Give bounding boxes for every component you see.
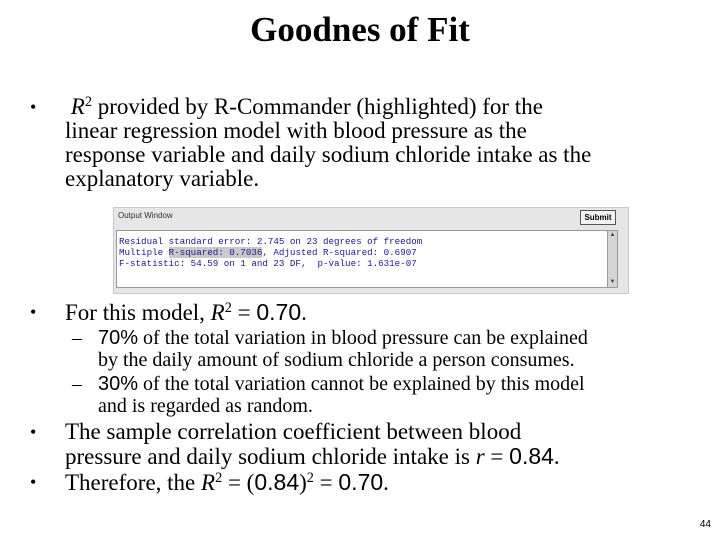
subbullet-line bbox=[98, 373, 585, 395]
bullet-text: . bbox=[301, 300, 307, 325]
exponent: 2 bbox=[84, 94, 92, 111]
rcmdr-output-window bbox=[113, 207, 629, 294]
bullet-text: . bbox=[553, 444, 560, 469]
r-symbol: R bbox=[201, 470, 216, 495]
submit-button[interactable]: Submit bbox=[580, 210, 616, 225]
subbullet-line: by the daily amount of sodium chloride a person consumes. bbox=[98, 349, 575, 371]
bullet-line: linear regression model with blood pressure as the bbox=[65, 118, 527, 143]
subbullet-line bbox=[98, 327, 588, 349]
output-text: , Adjusted R-squared: 0.6907 bbox=[262, 247, 417, 258]
vertical-scrollbar[interactable] bbox=[607, 231, 617, 287]
bullet-marker: • bbox=[30, 302, 37, 322]
bullet-text: = bbox=[484, 444, 510, 469]
bullet-text: For this model, bbox=[65, 300, 211, 325]
bullet-line: response variable and daily sodium chloride intake as the bbox=[65, 142, 592, 167]
bullet-marker: • bbox=[30, 472, 37, 492]
bullet-text: ) bbox=[299, 470, 307, 495]
subbullet-text: of the total variation cannot be explained by this model bbox=[138, 373, 585, 395]
subbullet-marker: – bbox=[72, 373, 82, 395]
bullet-text: Therefore, the bbox=[65, 470, 202, 495]
r-symbol: R bbox=[70, 94, 85, 119]
bullet-text: provided by R-Commander (highlighted) for the bbox=[91, 94, 543, 119]
bullet-text: = bbox=[231, 300, 257, 325]
output-line: Residual standard error: 2.745 on 23 degrees of freedom bbox=[119, 236, 423, 247]
r-squared-highlight: R-squared: 0.7036 bbox=[168, 247, 263, 258]
r2-value: 0.70 bbox=[338, 469, 384, 495]
bullet-text: . bbox=[383, 470, 389, 495]
output-line: F-statistic: 54.59 on 1 and 23 DF, p-value: 1.631e-07 bbox=[119, 258, 417, 269]
bullet-text: = ( bbox=[222, 470, 255, 495]
exponent: 2 bbox=[224, 300, 232, 317]
scroll-up-icon[interactable]: ▲ bbox=[609, 232, 616, 238]
subbullet-line: and is regarded as random. bbox=[98, 395, 313, 417]
r2-value: 0.70 bbox=[256, 299, 302, 325]
bullet-line bbox=[65, 95, 591, 119]
bullet-text: pressure and daily sodium chloride intake is bbox=[65, 444, 476, 469]
bullet-line: explanatory variable. bbox=[65, 166, 260, 191]
page-number: 44 bbox=[699, 519, 711, 530]
r-symbol: R bbox=[210, 300, 225, 325]
bullet-marker: • bbox=[30, 422, 37, 442]
output-text: Multiple bbox=[119, 247, 169, 258]
exponent: 2 bbox=[306, 470, 314, 487]
r-symbol: r bbox=[475, 444, 485, 469]
scroll-down-icon[interactable]: ▼ bbox=[609, 279, 616, 285]
bullet-text: = bbox=[313, 470, 339, 495]
correlation-value: 0.84 bbox=[254, 469, 300, 495]
percent-value: 70% bbox=[98, 327, 139, 349]
percent-value: 30% bbox=[98, 373, 139, 395]
slide-title: Goodnes of Fit bbox=[250, 10, 470, 49]
bullet-line: The sample correlation coefficient between blood bbox=[65, 419, 522, 444]
subbullet-text: of the total variation in blood pressure can be explained bbox=[138, 327, 588, 349]
subbullet-marker: – bbox=[72, 327, 82, 349]
output-text-area[interactable] bbox=[116, 230, 618, 288]
bullet-line bbox=[65, 444, 560, 469]
exponent: 2 bbox=[215, 470, 223, 487]
bullet-marker: • bbox=[30, 97, 37, 117]
output-line bbox=[119, 248, 417, 258]
output-window-title: Output Window bbox=[118, 211, 173, 220]
correlation-value: 0.84 bbox=[509, 443, 554, 469]
